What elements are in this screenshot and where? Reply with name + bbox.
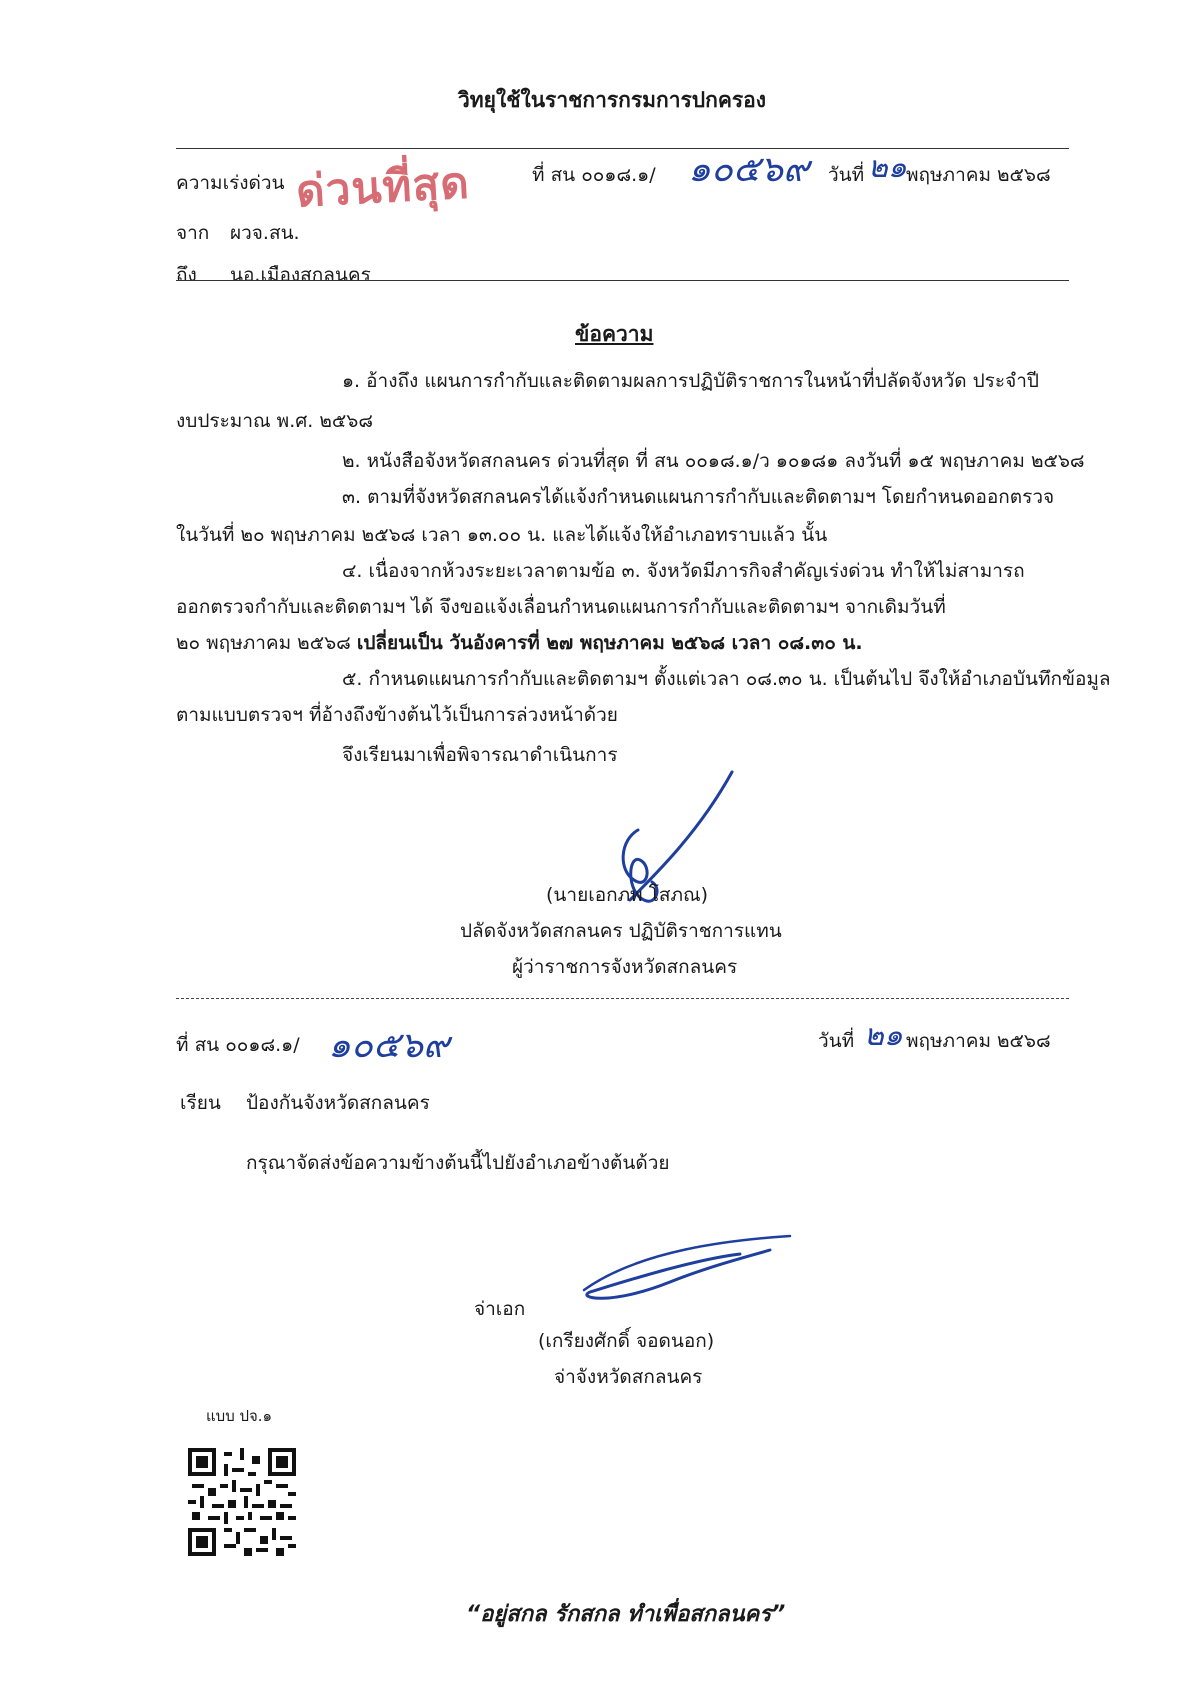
paragraph-1-line-2: งบประมาณ พ.ศ. ๒๕๖๘ [176, 410, 373, 432]
paragraph-1-line-1: ๑. อ้างถึง แผนการกำกับและติดตามผลการปฏิบัติราชการในหน้าที่ปลัดจังหวัด ประจำปี [342, 370, 1039, 392]
lower-ref-label: ที่ สน ๐๐๑๘.๑/ [176, 1034, 300, 1056]
form-code: แบบ ปจ.๑ [206, 1407, 273, 1425]
attention-value: ป้องกันจังหวัดสกลนคร [246, 1092, 430, 1114]
paragraph-5-line-1: ๕. กำหนดแผนการกำกับและติดตามฯ ตั้งแต่เวลา ๐๘.๓๐ น. เป็นต้นไป จึงให้อำเภอบันทึกข้อมูล [342, 668, 1111, 690]
closing-line: จึงเรียนมาเพื่อพิจารณาดำเนินการ [342, 744, 618, 766]
from-value: ผวจ.สน. [230, 222, 300, 244]
signature-2-handwriting [580, 1230, 800, 1310]
signature-2-position: จ่าจังหวัดสกลนคร [554, 1366, 703, 1388]
date-label: วันที่ [828, 164, 865, 186]
ref-label: ที่ สน ๐๐๑๘.๑/ [532, 164, 656, 186]
date-day-handwritten: ๒๑ [868, 150, 907, 185]
paragraph-4-line-2: ออกตรวจกำกับและติดตามฯ ได้ จึงขอแจ้งเลื่อนกำหนดแผนการกำกับและติดตามฯ จากเดิมวันที่ [176, 596, 946, 618]
signature-2-prefix: จ่าเอก [474, 1298, 526, 1320]
paragraph-4-new-date: เปลี่ยนเป็น วันอังคารที่ ๒๗ พฤษภาคม ๒๕๖๘ เวลา ๐๘.๓๐ น. [356, 632, 863, 654]
lower-date-label: วันที่ [818, 1030, 855, 1052]
date-month-year: พฤษภาคม ๒๕๖๘ [906, 164, 1051, 186]
qr-code [188, 1448, 296, 1556]
message-heading: ข้อความ [575, 322, 654, 346]
lower-ref-number-handwritten: ๑๐๕๖๙ [328, 1025, 450, 1066]
from-label: จาก [176, 222, 210, 244]
ref-number-handwritten: ๑๐๕๖๙ [688, 149, 810, 190]
forward-request: กรุณาจัดส่งข้อความข้างต้นนี้ไปยังอำเภอข้างต้นด้วย [246, 1152, 670, 1174]
paragraph-3-line-2: ในวันที่ ๒๐ พฤษภาคม ๒๕๖๘ เวลา ๑๓.๐๐ น. และได้แจ้งให้อำเภอทราบแล้ว นั้น [176, 524, 828, 546]
signature-1-name: (นายเอกภพ โสภณ) [546, 884, 709, 906]
section-separator [176, 998, 1069, 999]
signature-2-name: (เกรียงศักดิ์ จอดนอก) [538, 1330, 715, 1352]
signature-1-position-line-1: ปลัดจังหวัดสกลนคร ปฏิบัติราชการแทน [460, 920, 782, 942]
to-label: ถึง [176, 264, 197, 286]
paragraph-4-line-1: ๔. เนื่องจากห้วงระยะเวลาตามข้อ ๓. จังหวัดมีภารกิจสำคัญเร่งด่วน ทำให้ไม่สามารถ [342, 560, 1025, 582]
paragraph-5-line-2: ตามแบบตรวจฯ ที่อ้างถึงข้างต้นไว้เป็นการล่วงหน้าด้วย [176, 704, 618, 726]
document-title: วิทยุใช้ในราชการกรมการปกครอง [458, 88, 767, 112]
urgency-label: ความเร่งด่วน [176, 172, 285, 194]
paragraph-3-line-1: ๓. ตามที่จังหวัดสกลนครได้แจ้งกำหนดแผนการกำกับและติดตามฯ โดยกำหนดออกตรวจ [342, 486, 1055, 508]
lower-date-day-handwritten: ๒๑ [864, 1018, 903, 1053]
paragraph-4-original-date: ๒๐ พฤษภาคม ๒๕๖๘ [176, 632, 357, 654]
header-top-rule [176, 148, 1069, 149]
lower-date-month-year: พฤษภาคม ๒๕๖๘ [906, 1030, 1051, 1052]
signature-1-position-line-2: ผู้ว่าราชการจังหวัดสกลนคร [512, 956, 738, 978]
paragraph-4-line-3 [176, 628, 863, 658]
header-bottom-rule [176, 280, 1069, 281]
slogan: “อยู่สกล รักสกล ทำเพื่อสกลนคร” [466, 1602, 786, 1627]
attention-label: เรียน [180, 1092, 221, 1114]
paragraph-2: ๒. หนังสือจังหวัดสกลนคร ด่วนที่สุด ที่ สน ๐๐๑๘.๑/ว ๑๐๑๘๑ ลงวันที่ ๑๕ พฤษภาคม ๒๕๖๘ [342, 450, 1085, 472]
urgency-stamp: ด่วนที่สุด [294, 157, 472, 218]
to-value: นอ.เมืองสกลนคร [230, 264, 371, 286]
